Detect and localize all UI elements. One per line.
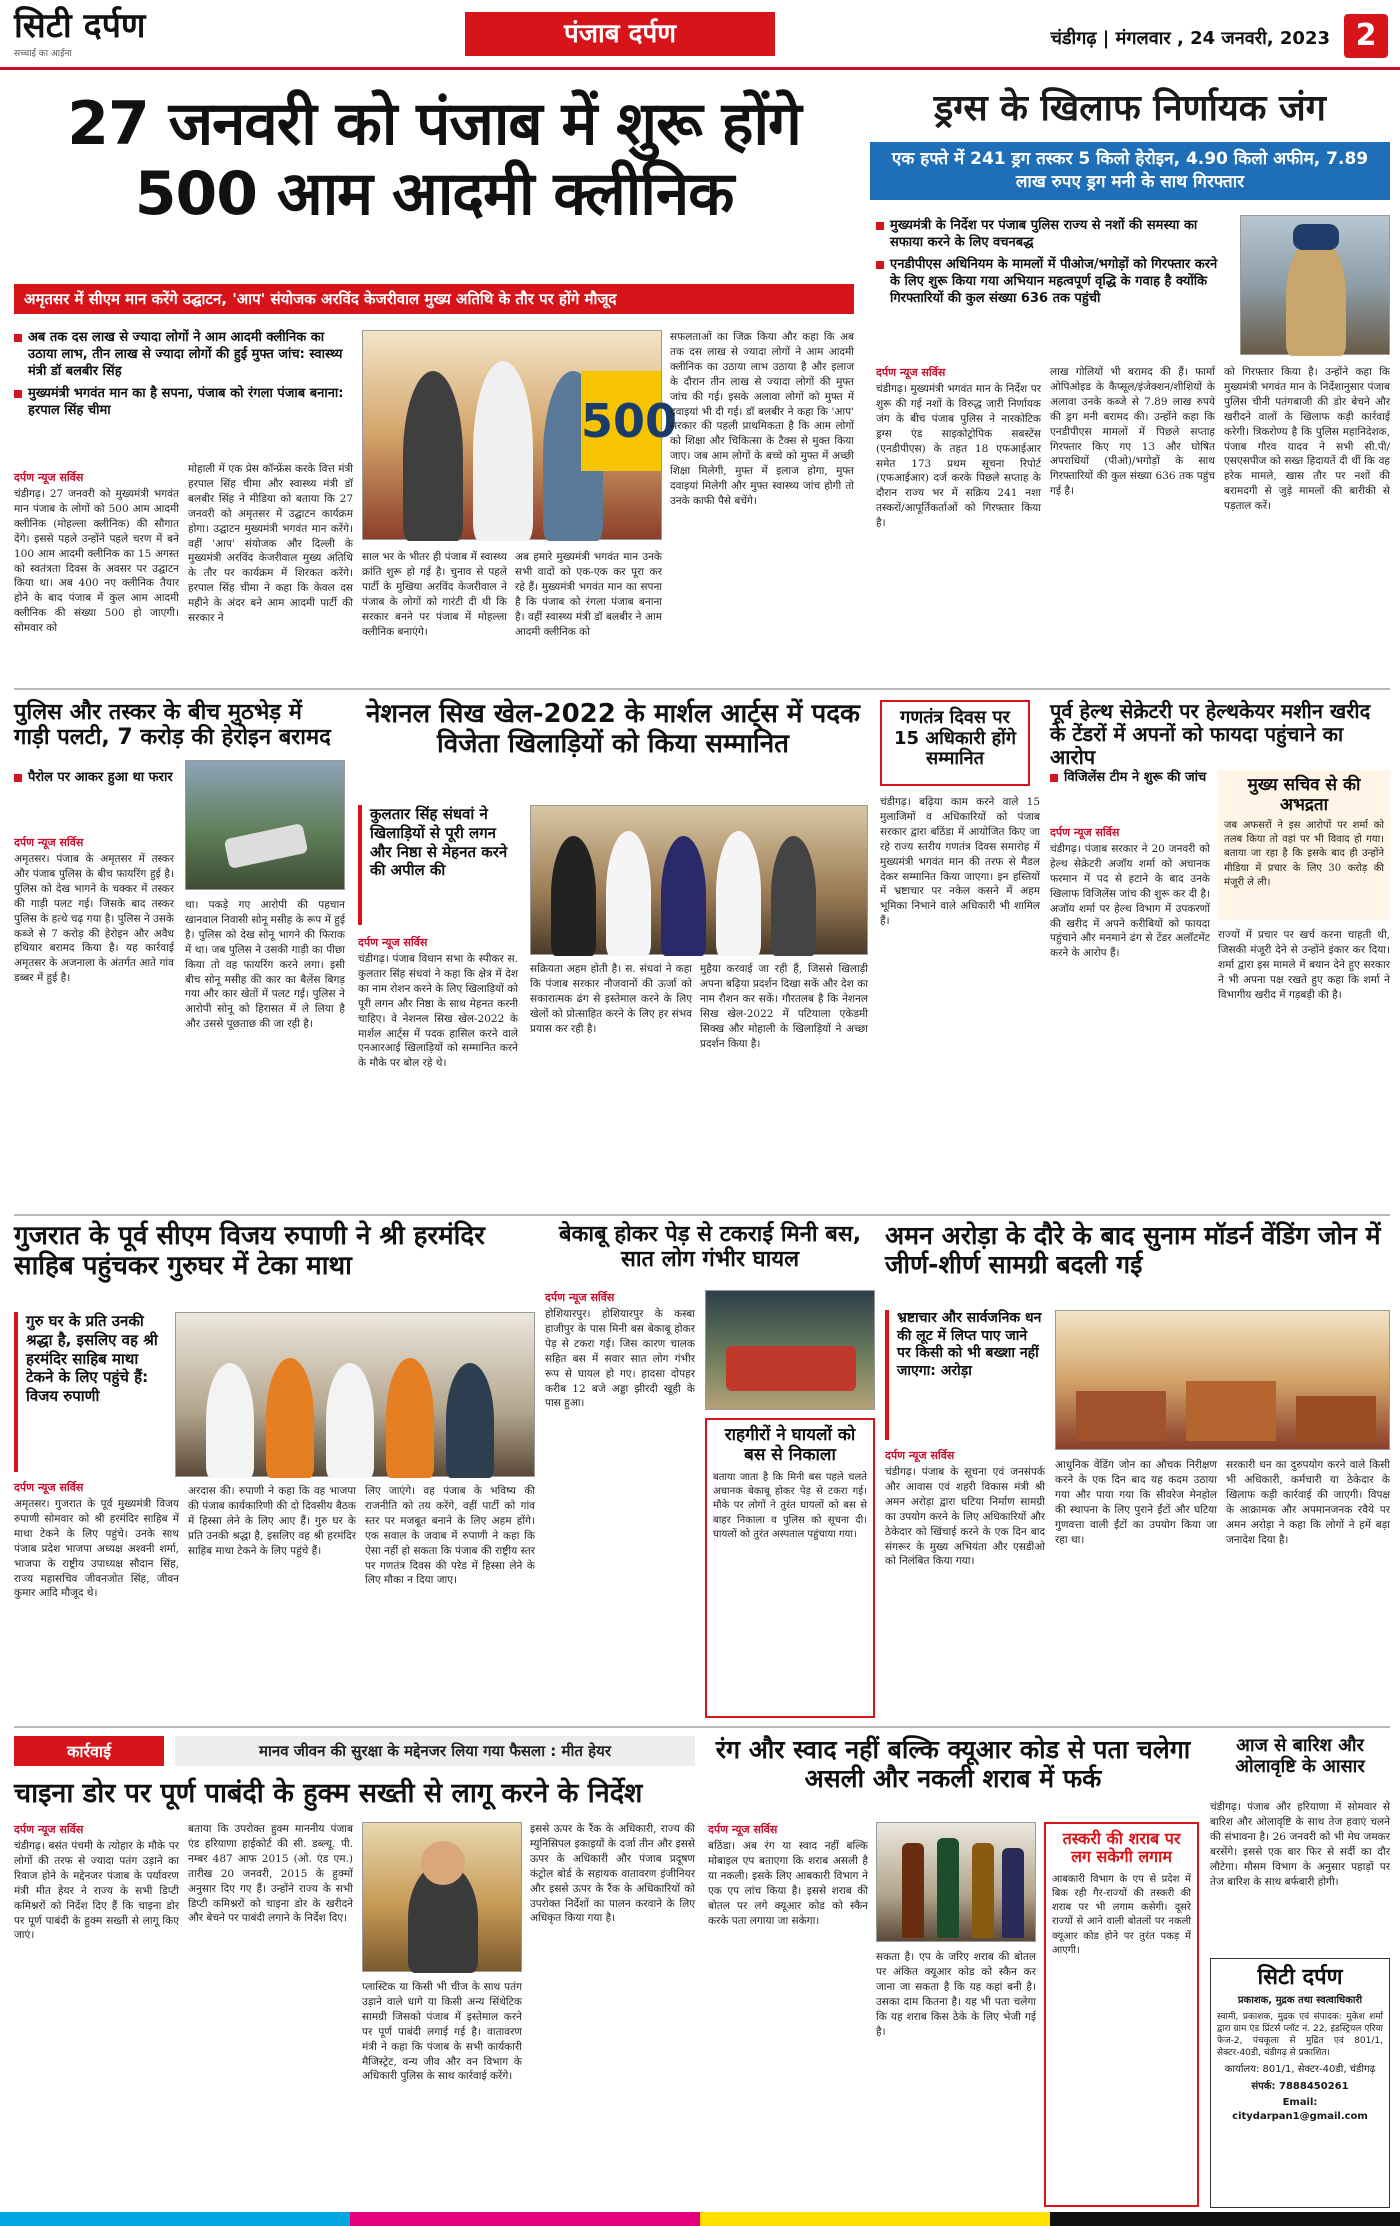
bus-byline: दर्पण न्यूज सर्विस: [545, 1291, 615, 1304]
page-number: 2: [1344, 14, 1388, 58]
encounter-byline: दर्पण न्यूज सर्विस: [14, 836, 84, 849]
sports-byline: दर्पण न्यूज सर्विस: [358, 936, 428, 949]
aman-byline: दर्पण न्यूज सर्विस: [885, 1449, 955, 1462]
drugs-column-2: लाख गोलियों भी बरामद की हैं। फार्मा ओपिओइड के कैप्सूल/इंजेक्शन/शीशियों के अलावा उनके कब्जे से 7.89 लाख रुपये की ड्रग मनी बरामद की। उन्होंने कहा कि एनडीपीएस मामलों में पिछले सप्ताह गिरफ्तार किए गए 13 और घोषित अपराधियों (पीओ)/भगोड़ों के साथ गिरफ्तारियों की कुल संख्या 636 तक पहुंच गई है।: [1050, 366, 1215, 498]
aman-column-1: [885, 1448, 1045, 1720]
aman-column-3: सरकारी धन का दुरुपयोग करने वाले किसी भी अधिकारी, कर्मचारी या ठेकेदार के खिलाफ कड़ी कार्रवाई की जाएगी। विपक्ष के आक्रामक और अपमानजनक रवैये पर अमन अरोड़ा ने कहा कि लोगों ने हमें बड़ा जनादेश दिया है।: [1226, 1459, 1390, 1546]
sports-headline: नेशनल सिख खेल-2022 के मार्शल आर्ट्स में पदक विजेता खिलाड़ियों को किया सम्मानित: [365, 699, 861, 759]
logo-text: सिटी दर्पण: [14, 6, 146, 46]
qr-column-1: [708, 1822, 868, 2207]
gujarat-quote: गुरु घर के प्रति उनकी श्रद्धा है, इसलिए वह श्री हरमंदिर साहिब माथा टेकने के लिए पहुंचे हैं: विजय रुपाणी: [26, 1312, 158, 1405]
qr-text-1: बठिंडा। अब रंग या स्वाद नहीं बल्कि मोबाइल एप बताएगा कि शराब असली है या नकली। इसके लिए आबकारी विभाग ने एक एप लांच किया है। इससे शराब की बोतल पर लगे क्यूआर कोड को स्कैन करके पता लगाया जा सकेगा।: [708, 1840, 868, 1927]
bus-sidebar-text: बताया जाता है कि मिनी बस पहले चलते अचानक बेकाबू होकर पेड़ से टकरा गई। मौके पर लोगों ने तुरंत घायलों को बस से बाहर निकाला व पुलिस को सूचना दी। घायलों को तुरंत अस्पताल पहुंचाया गया।: [713, 1472, 867, 1540]
drugs-column-3: को गिरफ्तार किया है। उन्होंने कहा कि मुख्यमंत्री भगवंत मान के निर्देशानुसार पंजाब पुलिस चीनी पतंगबाजी की डोर बेचने और खरीदने वालों के खिलाफ कड़ी कार्रवाई करेगी। त्रिकरोण्य है कि पुलिस महानिदेशक, पंजाब गौरव यादव ने सभी सी.पी/एसएसपीज को सख्त हिदायतें दी थीं कि वह हरेक मामले, खास तौर पर नशों की बरामदगी से जुड़े मामलों की बारीकी से पड़ताल करें।: [1224, 366, 1390, 513]
imprint-line-2: स्वामी, प्रकाशक, मुद्रक एवं संपादक: मुकेश शर्मा द्वारा ग्राम एंड प्रिंटर्स प्लॉट नं. 22, इंडस्ट्रियल एरिया फेज-2, पंचकूला से मुद्रित एवं 801/1, सेक्टर-40डी, चंडीगढ़ से प्रकाशित।: [1217, 2011, 1383, 2059]
bus-text-1: होशियारपुर। होशियारपुर के कस्बा हाजीपुर के पास मिनी बस बेकाबू होकर पेड़ से टकरा गई। जिस कारण चालक सहित बस में सवार सात लोग गंभीर रूप से घायल हो गए। हादसा दोपहर करीब 12 बजे अड्डा झीरदी खूही के पास हुआ।: [545, 1308, 695, 1410]
lead-bullet-2: मुख्यमंत्री भगवंत मान का है सपना, पंजाब को रंगला पंजाब बनाना: हरपाल सिंह चीमा: [14, 386, 354, 420]
health-sidebar-text: जब अफसरों ने इस आरोपों पर शर्मा को तलब किया तो वहां पर भी विवाद हो गया। बताया जा रहा है कि इसके बाद ही उन्होंने मीडिया में प्रचार के लिए 30 करोड़ की मंजूरी ले ली।: [1224, 820, 1384, 888]
china-text-1: चंडीगढ़। बसंत पंचमी के त्योहार के मौके पर लोगों की तरफ से ज्यादा पतंग उड़ाने का रिवाज होने के मद्देनजर पंजाब के पर्यावरण मंत्री मीत हेयर ने राज्य के सभी डिप्टी कमिश्नरों को निर्देश दिए हैं कि चाइना डोर पर पूर्ण पाबंदी के हुक्म सख्ती से लागू किए जाएं।: [14, 1840, 179, 1942]
lead-bullet-1: अब तक दस लाख से ज्यादा लोगों ने आम आदमी क्लीनिक का उठाया लाभ, तीन लाख से ज्यादा लोगों की हुई मुफ्त जांच: स्वास्थ्य मंत्री डॉ बलबीर सिंह: [14, 330, 354, 381]
qr-headline: रंग और स्वाद नहीं बल्कि क्यूआर कोड से पता चलेगा असली और नकली शराब में फर्क: [715, 1735, 1191, 1793]
qr-byline: दर्पण न्यूज सर्विस: [708, 1823, 778, 1836]
aman-quote: भ्रष्टाचार और सार्वजनिक धन की लूट में लिप्त पाए जाने पर किसी को भी बख्शा नहीं जाएगा: अरोड़ा: [897, 1310, 1042, 1379]
sports-text-1: चंडीगढ़। पंजाब विधान सभा के स्पीकर स. कुलतार सिंह संधवां ने कहा कि क्षेत्र में देश का नाम रोशन करने के लिए खिलाड़ियों को पूरी लगन और निष्ठा के साथ मेहनत करनी चाहिए। वे नेशनल सिख खेल-2022 के मार्शल आर्ट्स में पदक हासिल करने वाले एनआरआई खिलाड़ियों को सम्मानित करने के मौके पर बोल रहे थे।: [358, 953, 518, 1070]
gujarat-text-1: अमृतसर। गुजरात के पूर्व मुख्यमंत्री विजय रुपाणी सोमवार को श्री हरमंदिर साहिब में माथा टेकने के लिए पहुंचे। उनके साथ पंजाब प्रदेश भाजपा अध्यक्ष अश्वनी शर्मा, भाजपा के राष्ट्रीय उपाध्यक्ष सौदान सिंह, राज्य महासचिव जीवनजोत सिंह, जीवन कुमार आदि मौजूद थे।: [14, 1498, 179, 1600]
drugs-byline: दर्पण न्यूज सर्विस: [876, 366, 946, 379]
encounter-bullet: पैरोल पर आकर हुआ था फरार: [14, 770, 174, 787]
qr-column-2: सकता है। एप के जरिए शराब की बोतल पर अंकित क्यूआर कोड को स्कैन कर जाना जा सकता है कि यह कहां बनी है। उसका दाम कितना है। यह भी पता चलेगा कि यह शराब किस ठेके के लिए भेजी गई है।: [876, 1951, 1036, 2038]
gujarat-headline: गुजरात के पूर्व सीएम विजय रुपाणी ने श्री हरमंदिर साहिब पहुंचकर गुरुघर में टेका माथा: [14, 1221, 485, 1281]
gujarat-column-1: [14, 1480, 179, 1720]
weather-column-1: चंडीगढ़। पंजाब और हरियाणा में सोमवार से बारिश और ओलावृष्टि के साथ तेज हवाएं चलने की संभावना है। 26 जनवरी को भी मेघ जमकर बरसेंगे। इससे एक बार फिर से सर्दी का दौर लौटेगा। मौसम विभाग के अनुसार पहाड़ों पर तेज बारिश के साथ बर्फबारी होगी।: [1210, 1801, 1390, 1888]
health-text-1: चंडीगढ़। पंजाब सरकार ने 20 जनवरी को हेल्थ सेक्रेटरी अजॉय शर्मा को अचानक फरमान में पद से हटाने के बाद उनके खिलाफ विजिलेंस जांच की शुरू कर दी है। अजॉय शर्मा पर हेल्थ विभाग में उपकरणों की खरीद में अपने करीबियों को फायदा पहुंचाने और मनमाने ढंग से टेंडर अलॉटमेंट करने के आरोप हैं।: [1050, 843, 1210, 960]
gujarat-quote-box: [14, 1312, 164, 1472]
imprint-line-1: प्रकाशक, मुद्रक तथा स्वत्वाधिकारी: [1237, 1995, 1363, 2007]
china-column-1: [14, 1822, 179, 2207]
bus-sidebar: [705, 1418, 875, 1718]
sports-column-1: [358, 935, 518, 1210]
bus-sidebar-title: राहगीरों ने घायलों को बस से निकाला: [724, 1425, 856, 1465]
drugs-deck: एक हफ्ते में 241 ड्रग तस्कर 5 किलो हेरोइन, 4.90 किलो अफीम, 7.89 लाख रुपए ड्रग मनी के साथ गिरफ्तार: [870, 142, 1390, 200]
section-title: पंजाब दर्पण: [465, 12, 775, 56]
aman-text-1: चंडीगढ़। पंजाब के सूचना एवं जनसंपर्क और आवास एवं शहरी विकास मंत्री श्री अमन अरोड़ा द्वारा घटिया निर्माण सामग्री का उपयोग करने के लिए अधिकारियों और ठेकेदार को खिंचाई करने के एक दिन बाद संगरूर के मुख्य अभियंता और एसडीओ को निलंबित किया गया।: [885, 1466, 1045, 1568]
lead-byline: दर्पण न्यूज सर्विस: [14, 471, 84, 484]
sports-column-2: सक्रियता अहम होती है। स. संधवां ने कहा कि पंजाब सरकार नौजवानों की ऊर्जा को सकारात्मक ढंग से इस्तेमाल करने के लिए खेलों को प्रोत्साहित करने के लिए हर संभव प्रयास कर रही है।: [530, 963, 692, 1035]
lead-column-3: साल भर के भीतर ही पंजाब में स्वास्थ्य क्रांति शुरू हो गई है। चुनाव से पहले पार्टी के मुखिया अरविंद केजरीवाल ने पंजाब के लोगों को गारंटी दी थी कि सरकार बनने पर पंजाब में मोहल्ला क्लीनिक बनाएंगे।: [362, 551, 507, 638]
health-sidebar: [1218, 770, 1390, 920]
gujarat-column-2: अरदास की। रुपाणी ने कहा कि वह भाजपा की पंजाब कार्यकारिणी की दो दिवसीय बैठक में हिस्सा लेने के लिए आए हैं। गुरु घर के प्रति उनकी श्रद्धा है, इसलिए वह श्री हरमंदिर साहिब माथा टेकने के लिए पहुंचे हैं।: [188, 1485, 356, 1557]
health-byline: दर्पण न्यूज सर्विस: [1050, 826, 1120, 839]
imprint-logo: सिटी दर्पण: [1257, 1965, 1343, 1990]
weather-headline: आज से बारिश और ओलावृष्टि के आसार: [1235, 1735, 1365, 1777]
imprint-box: [1210, 1958, 1390, 2208]
bus-column-1: [545, 1290, 695, 1720]
qr-sidebar-title: तस्करी की शराब पर लग सकेगी लगाम: [1062, 1829, 1181, 1867]
imprint-phone: संपर्क: 7888450261: [1251, 2080, 1349, 2092]
encounter-column-1: [14, 835, 174, 1210]
lead-text-1: चंडीगढ़। 27 जनवरी को मुख्यमंत्री भगवंत मान पंजाब के लोगों को 500 आम आदमी क्लीनिक (मोहल्ला क्लीनिक) की सौगात देंगे। इससे पहले उन्होंने पहले चरण में बने 100 आम आदमी क्लीनिक का 15 अगस्त को स्वतंत्रता दिवस के अवसर पर उद्घाटन किया था। अब 400 नए क्लीनिक तैयार होने के बाद पंजाब में कुल आम आदमी क्लीनिक की संख्या 500 हो जाएगी। सोमवार को: [14, 488, 179, 635]
drugs-bullet-1: मुख्यमंत्री के निर्देश पर पंजाब पुलिस राज्य से नशों की समस्या का सफाया करने के लिए वचनबद्ध: [876, 218, 1231, 252]
lead-headline-line-1: 27 जनवरी को पंजाब में शुरू होंगे: [67, 89, 801, 159]
lead-deck: अमृतसर में सीएम मान करेंगे उद्घाटन, 'आप' संयोजक अरविंद केजरीवाल मुख्य अतिथि के तौर पर होंगे मौजूद: [14, 284, 854, 314]
health-sidebar-title: मुख्य सचिव से की अभद्रता: [1247, 775, 1361, 815]
encounter-text-1: अमृतसर। पंजाब के अमृतसर में तस्कर और पंजाब पुलिस के बीच फायरिंग हुई है। पुलिस को देख भागने के चक्कर में तस्कर की गाड़ी पलट गई। जिसके बाद तस्कर पुलिस के हत्थे चढ़ गया है। पुलिस ने उसके कब्जे से 7 करोड़ की हेरोइन और अवैध हथियार बरामद किया है। यह कार्रवाई अमृतसर के अजनाला के अंतर्गत आते गांव डब्बर में हुई है।: [14, 853, 174, 985]
encounter-headline: पुलिस और तस्कर के बीच मुठभेड़ में गाड़ी पलटी, 7 करोड़ की हेरोइन बरामद: [14, 700, 331, 751]
sports-pullquote: कुलतार सिंह संधवां ने खिलाड़ियों से पूरी लगन और निष्ठा से मेहनत करने की अपील की: [370, 805, 508, 880]
sports-photo-players: [530, 805, 868, 955]
china-byline: दर्पण न्यूज सर्विस: [14, 1823, 84, 1836]
masthead: [0, 0, 1400, 70]
china-column-3: प्लास्टिक या किसी भी चीज के साथ पतंग उड़ाने वाले धागे या किसी अन्य सिंथेटिक सामग्री जिसको पंजाब में इस्तेमाल करने पर पूर्ण पाबंदी लगाई गई है। वातावरण मंत्री ने कहा कि पंजाब के सभी कार्यकारी मैजिस्ट्रेट, वन्य जीव और वन विभाग के अधिकारी पुलिस के साथ कार्रवाई करेंगे।: [362, 1981, 522, 2083]
section-divider: [14, 688, 1390, 690]
health-column-1: [1050, 825, 1210, 1210]
lead-bullets: [14, 330, 354, 460]
lead-column-1: [14, 470, 179, 680]
health-bullet: विजिलेंस टीम ने शुरू की जांच: [1050, 770, 1210, 787]
encounter-column-2: था। पकड़े गए आरोपी की पहचान खानवाल निवासी सोनू मसीह के रूप में हुई है। पुलिस को देख सोनू भागने की फिराक में था। जब पुलिस ने उसकी गाड़ी का पीछा किया तो वह फायरिंग करने लगा। इसी बीच सोनू मसीह की कार का बैलेंस बिगड़ गया और कार खेतों में पलट गई। पुलिस ने आरोपी सोनू को हिरासत में ले लिया है और उससे पूछताछ की जा रही है।: [185, 899, 345, 1031]
lead-headline-line-2: 500 आम आदमी क्लीनिक: [134, 159, 734, 229]
lead-column-2: मोहाली में एक प्रेस कॉन्फ्रेंस करके वित्त मंत्री हरपाल सिंह चीमा और स्वास्थ्य मंत्री डॉ बलबीर सिंह ने मीडिया को बताया कि 27 जनवरी को अमृतसर में उद्घाटन कार्यक्रम होगा। उद्घाटन मुख्यमंत्री भगवंत मान करेंगे। वहीं 'आप' संयोजक और दिल्ली के मुख्यमंत्री अरविंद केजरीवाल मुख्य अतिथि के तौर पर कार्यक्रम में शिरकत करेंगे। हरपाल सिंह चीमा ने कहा कि केवल दस महीने के अंदर बने आम आदमी पार्टी की सरकार ने: [188, 463, 353, 625]
gujarat-byline: दर्पण न्यूज सर्विस: [14, 1481, 84, 1494]
aman-headline: अमन अरोड़ा के दौरे के बाद सुनाम मॉडर्न वेंडिंग जोन में जीर्ण-शीर्ण सामग्री बदली गई: [885, 1221, 1381, 1279]
drugs-bullet-2: एनडीपीएस अधिनियम के मामलों में पीओज/भगोड़ों को गिरफ्तार करने के लिए शुरू किया गया अभियान महत्वपूर्ण वृद्धि के गवाह है क्योंकि गिरफ्तारियों की कुल संख्या 636 तक पहुंची: [876, 257, 1231, 308]
newspaper-logo: [14, 6, 174, 62]
drugs-photo-officer: [1240, 215, 1390, 355]
encounter-bullet-box: [14, 770, 174, 830]
republic-column-1: चंडीगढ़। बढ़िया काम करने वाले 15 मुलाजिमों व अधिकारियों को पंजाब सरकार द्वारा बठिंडा में आयोजित किए जा रहे राज्य स्तरीय गणतंत्र दिवस समारोह में मुख्यमंत्री भगवंत मान की तरफ से मैडल देकर सम्मानित किया जाएगा। इन हस्तियों में भ्रष्टाचार पर नकेल कसने में अहम भूमिका निभाने वाले अधिकारी भी शामिल हैं।: [880, 796, 1040, 928]
china-tag: कार्रवाई: [14, 1736, 164, 1766]
imprint-email[interactable]: Email: citydarpan1@gmail.com: [1232, 2097, 1368, 2122]
sports-pullquote-box: [358, 805, 518, 925]
china-column-2: बताया कि उपरोक्त हुक्म माननीय पंजाब एंड हरियाणा हाईकोर्ट की सी. डब्ल्यू. पी. नम्बर 487 आफ 2015 (ओ. एंड एम.) तारीख 20 जनवरी, 2015 के हुक्मों अनुसार दिए गए हैं। उन्होंने राज्य के सभी डिप्टी कमिश्नरों को चाइना डोर के खरीदने और बेचने पर पाबंदी लगाने के निर्देश दिए।: [188, 1823, 353, 1925]
republic-headline: गणतंत्र दिवस पर 15 अधिकारी होंगे सम्मानित: [894, 707, 1016, 770]
print-color-strip: [0, 2212, 1400, 2226]
gujarat-column-3: लिए जाएंगे। वह पंजाब के भविष्य की राजनीति को तय करेंगे, वहीं पार्टी को गांव स्तर पर मजबूत बनाने के लिए अहम होंगे। एक सवाल के जवाब में रुपाणी ने कहा कि ऐसा नहीं हो सकता कि पंजाब की राष्ट्रीय स्तर पर गणतंत्र दिवस की परेड में हिस्सा लेने के लिए मौका न दिया जाए।: [365, 1485, 535, 1587]
logo-tagline: सच्चाई का आईना: [14, 49, 72, 59]
drugs-bullets: [876, 218, 1231, 358]
aman-quote-box: [885, 1310, 1045, 1440]
republic-headline-box: [880, 700, 1030, 786]
aman-photo-bricks: [1055, 1310, 1390, 1450]
dateline: चंडीगढ़ | मंगलवार , 24 जनवरी, 2023: [1050, 28, 1330, 49]
drugs-headline: ड्रग्स के खिलाफ निर्णायक जंग: [934, 88, 1326, 129]
health-headline: पूर्व हेल्थ सेक्रेटरी पर हेल्थकेयर मशीन खरीद के टेंडरों में अपनों को फायदा पहुंचाने का आरोप: [1050, 699, 1371, 769]
qr-sidebar-text: आबकारी विभाग के एप से प्रदेश में बिक रही गैर-राज्यों की तस्करी की शराब पर भी लगाम कसेगी। दूसरे राज्यों से आने वाली बोतलों पर नकली क्यूआर कोड होने पर तुरंत पकड़ में आएगी।: [1052, 1873, 1191, 1956]
china-kicker: मानव जीवन की सुरक्षा के मद्देनजर लिया गया फैसला : मीत हेयर: [175, 1736, 695, 1766]
gujarat-photo-temple: [175, 1312, 535, 1477]
qr-photo-bottles: [876, 1822, 1036, 1942]
drugs-text-1: चंडीगढ़। मुख्यमंत्री भगवंत मान के निर्देश पर शुरू की गई नशों के विरुद्ध जारी निर्णायक जंग के बीच पंजाब पुलिस ने नारकोटिक ड्रग्स एंड साइकोट्रोपिक सबस्टेंस (एनडीपीएस) के तहत 18 एफआईआर समेत 173 प्रथम सूचना रिपोर्ट (एफआईआर) दर्ज करके पिछले सप्ताह के दौरान राज्य भर में सक्रिय 241 नशा तस्करों/आपूर्तिकर्ताओं को गिरफ्तार किया है।: [876, 383, 1041, 530]
lead-column-4: अब हमारे मुख्यमंत्री भगवंत मान उनके सभी वादों को एक-एक कर पूरा कर रहे हैं। मुख्यमंत्री भगवंत मान का सपना है कि पंजाब को रंगला पंजाब बनाना है। वहीं स्वास्थ्य मंत्री डॉ बलबीर ने आम आदमी क्लीनिक को: [515, 551, 662, 638]
china-photo-minister: [362, 1822, 522, 1972]
bus-headline: बेकाबू होकर पेड़ से टकराई मिनी बस, सात लोग गंभीर घायल: [558, 1222, 862, 1273]
lead-photo-ministers: 500: [362, 330, 662, 540]
qr-sidebar: [1044, 1822, 1199, 2207]
health-bullet-box: [1050, 770, 1210, 820]
health-column-2: राज्यों में प्रचार पर खर्च करना चाहती थी, जिसकी मंजूरी देने से उन्होंने इंकार कर दिया। शर्मा द्वारा इस मामले में बयान देने हुए सरकार ने भी अपना पक्ष रखते हुए कहा कि शर्मा ने विभागीय खरीद में गड़बड़ी की है।: [1218, 929, 1390, 1001]
imprint-line-3: कार्यालय: 801/1, सेक्टर-40डी, चंडीगढ़: [1224, 2064, 1376, 2076]
section-divider-2: [14, 1214, 1390, 1216]
lead-column-5: सफलताओं का जिक्र किया और कहा कि अब तक दस लाख से ज्यादा लोगों ने आम आदमी क्लीनिक का उठाया लाभ उठाया है और इलाज के दौरान तीन लाख से ज्यादा लोगों की मुफ्त जांच की गई। इसके अलावा लोगों को मुफ्त में दवाइयां भी दी गई। डॉ बलबीर ने कहा कि 'आप' सरकार की पहली प्राथमिकता है कि आम लोगों को शिक्षा और चिकित्सा के टैक्स से मुक्त किया जाए। जब आम लोगों के बच्चे को मुफ्त में अच्छी शिक्षा मिलेगी, मुफ्त में इलाज होगा, मुफ्त दवाइयां मिलेगी और मुफ्त स्वास्थ्य जांच होगी तो उनके काफी पैसे बचेंगे।: [670, 331, 854, 507]
drugs-column-1: [876, 365, 1041, 680]
encounter-photo-car: [185, 760, 345, 890]
china-headline: चाइना डोर पर पूर्ण पाबंदी के हुक्म सख्ती से लागू करने के निर्देश: [14, 1778, 643, 1809]
china-column-4: इससे ऊपर के रैंक के अधिकारी, राज्य की म्युनिसिपल इकाइयों के दर्जा तीन और इससे ऊपर के अधिकारी और पंजाब प्रदूषण कंट्रोल बोर्ड के सहायक वातावरण इंजीनियर और इससे ऊपर के रैंक के अधिकारियों को उपरोक्त निर्देशों का पालन करवाने के लिए अधिकृत किया गया है।: [530, 1823, 695, 1925]
sports-column-3: मुहैया करवाई जा रही हैं, जिससे खिलाड़ी अपना बढ़िया प्रदर्शन दिखा सकें और देश का नाम रौशन कर सकें। गौरतलब है कि नेशनल सिख खेल-2022 में पटियाला एकेडमी सिक्ख और मोहाली के खिलाड़ियों ने अच्छा प्रदर्शन किया है।: [700, 963, 868, 1050]
aman-column-2: आधुनिक वेंडिंग जोन का औचक निरीक्षण करने के एक दिन बाद यह कदम उठाया गया और पाया गया कि सीवरेज मेनहोल की स्थापना के लिए पुराने ईंटों और घटिया गुणवत्ता वाली ईंटों का उपयोग किया जा रहा था।: [1055, 1459, 1217, 1546]
bus-photo-accident: [705, 1290, 875, 1410]
section-divider-3: [14, 1726, 1390, 1728]
